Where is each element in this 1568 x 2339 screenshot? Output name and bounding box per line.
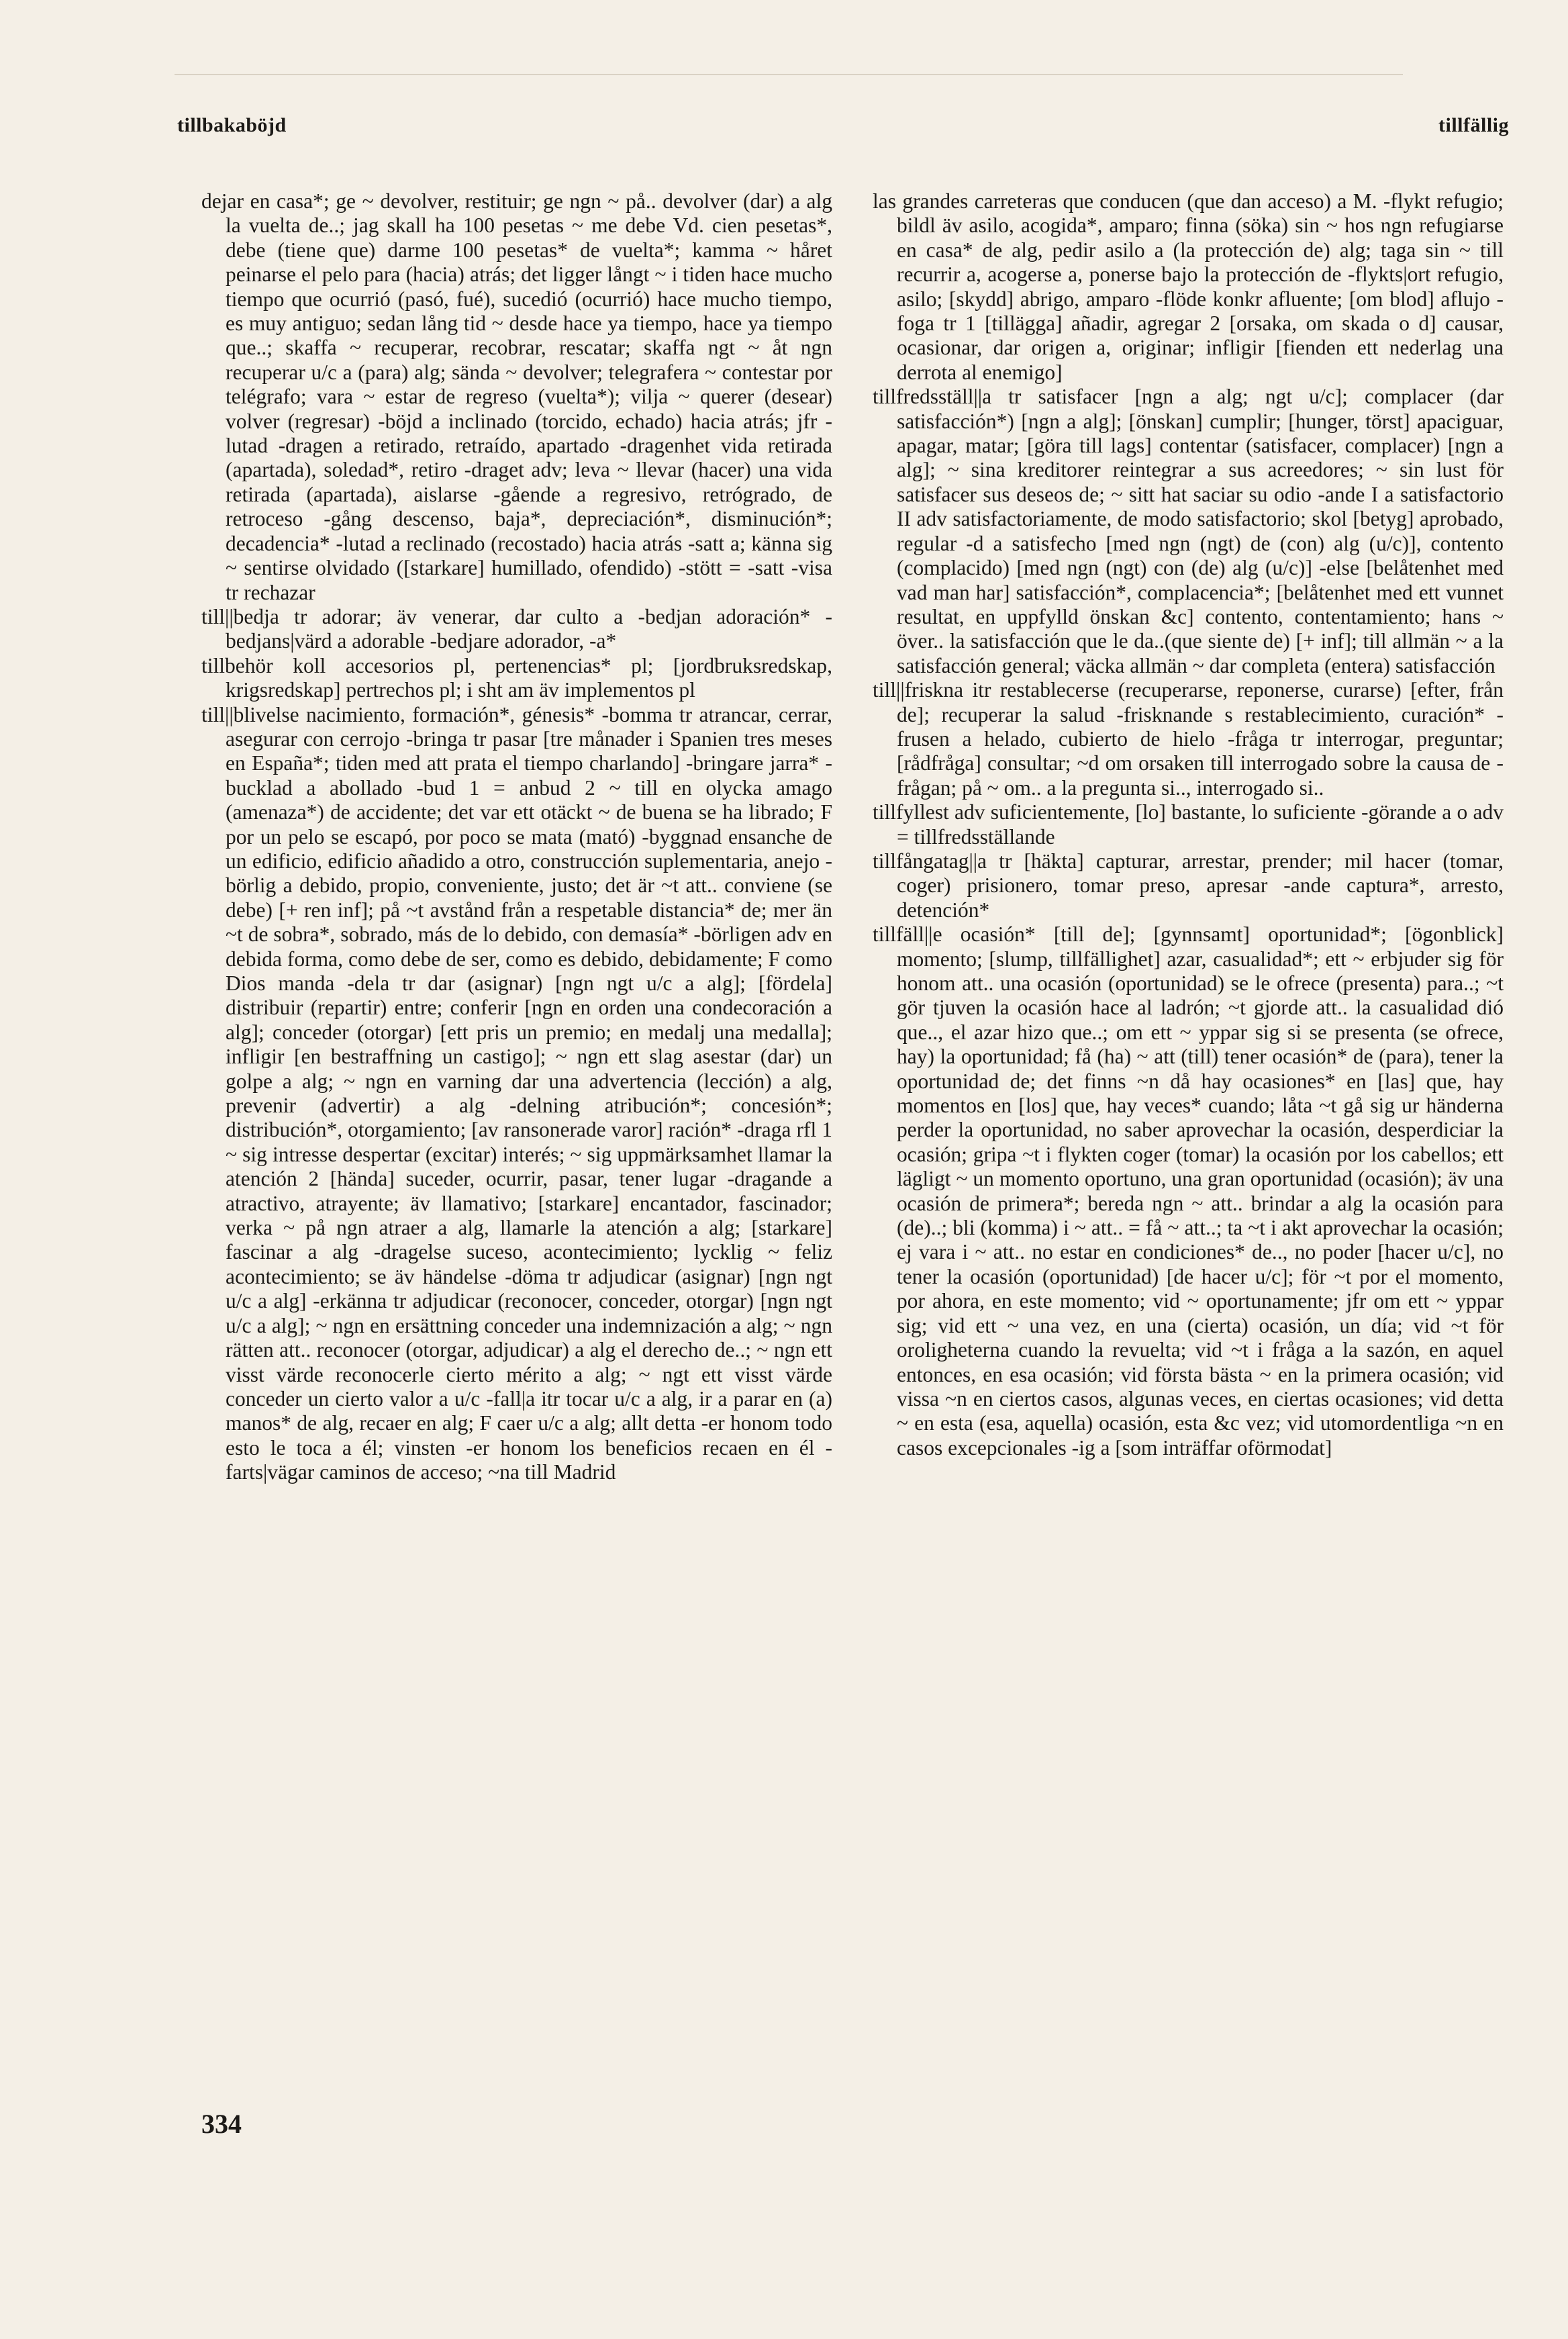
dictionary-entry: tillfångatag||a tr [häkta] capturar, arrestar, prender; mil hacer (tomar, coger) prisionero, tomar preso, apresar -ande captura*, arresto, detención* [873,849,1504,922]
dictionary-entry: till||friskna itr restablecerse (recuperarse, reponerse, curarse) [efter, från de]; recuperar la salud -frisknande s restablecimiento, curación* -frusen a helado, cubierto de hielo -fråga tr interrogar, preguntar; [rådfråga] consultar; ~d om orsaken till interrogado sobre la causa de -frågan; på ~ om.. a la pregunta si.., interrogado si.. [873,678,1504,800]
top-page-edge [175,74,1403,86]
dictionary-entry: dejar en casa*; ge ~ devolver, restituir; ge ngn ~ på.. devolver (dar) a alg la vuelta de..; jag skall ha 100 pesetas ~ me debe Vd. cien pesetas*, debe (tiene que) darme 100 pesetas* de vuelta*; kamma ~ håret peinarse el pelo para (hacia) atrás; det ligger långt ~ i tiden hace mucho tiempo que ocurrió (pasó, fué), sucedió (ocurrió) hace mucho tiempo, es muy antiguo; sedan lång tid ~ desde hace ya tiempo, hace ya tiempo que..; skaffa ~ recuperar, recobrar, rescatar; skaffa ngt ~ åt ngn recuperar u/c a (para) alg; sända ~ devolver; telegrafera ~ contestar por telégrafo; vara ~ estar de regreso (vuelta*); vilja ~ querer (desear) volver (regresar) -böjd a inclinado (torcido, echado) hacia atrás; jfr -lutad -dragen a retirado, retraído, apartado -dragenhet vida retirada (apartada), soledad*, retiro -draget adv; leva ~ llevar (hacer) una vida retirada (apartada), aislarse -gående a regresivo, retrógrado, de retroceso -gång descenso, baja*, depreciación*, disminución*; decadencia* -lutad a reclinado (recostado) hacia atrás -satt a; känna sig ~ sentirse olvidado ([starkare] humillado, ofendido) -stött = -satt -visa tr rechazar [201,189,832,604]
dictionary-entry: till||blivelse nacimiento, formación*, génesis* -bomma tr atrancar, cerrar, asegurar con cerrojo -bringa tr pasar [tre månader i Spanien tres meses en España*; tiden med att prata el tiempo charlando] -bringare jarra* -bucklad a abollado -bud 1 = anbud 2 ~ till en olycka amago (amenaza*) de accidente; det var ett otäckt ~ de buena se ha librado; F por un pelo se escapó, por poco se mata (mató) -byggnad ensanche de un edificio, edificio añadido a otro, construcción suplementaria, anejo -börlig a debido, propio, conveniente, justo; det är ~t att.. conviene (se debe) [+ ren inf]; på ~t avstånd från a respetable distancia* de; mer än ~t de sobra*, sobrado, más de lo debido, con demasía* -börligen adv en debida forma, como debe de ser, como es debido, debidamente; F como Dios manda -dela tr dar (asignar) [ngn ngt u/c a alg]; [fördela] distribuir (repartir) entre; conferir [ngn en orden una condecoración a alg]; conceder (otorgar) [ett pris un premio; en medalj una medalla]; infligir [en bestraffning un castigo]; ~ ngn ett slag asestar (dar) un golpe a alg; ~ ngn en varning dar una advertencia (lección) a alg, prevenir (advertir) a alg -delning atribución*; concesión*; distribución*, otorgamiento; [av ransonerade varor] ración* -draga rfl 1 ~ sig intresse despertar (excitar) interés; ~ sig uppmärksamhet llamar la atención 2 [hända] suceder, ocurrir, pasar, tener lugar -dragande a atractivo, atrayente; äv llamativo; [starkare] encantador, fascinador; verka ~ på ngn atraer a alg, llamarle la atención a alg; [starkare] fascinar a alg -dragelse suceso, acontecimiento; lycklig ~ feliz acontecimiento; se äv händelse -döma tr adjudicar (asignar) [ngn ngt u/c a alg] -erkänna tr adjudicar (reconocer, conceder, otorgar) [ngn ngt u/c a alg]; ~ ngn en ersättning conceder una indemnización a alg; ~ ngn rätten att.. reconocer (otorgar, adjudicar) a alg el derecho de..; ~ ngn ett visst värde reconocerle cierto mérito a alg; ~ ngt ett visst värde conceder un cierto valor a u/c -fall|a itr tocar u/c a alg, ir a parar en (a) manos* de alg, recaer en alg; F caer u/c a alg; allt detta -er honom todo esto le toca a él; vinsten -er honom los beneficios recaen en él -farts|vägar caminos de acceso; ~na till Madrid [201,702,832,1484]
dictionary-entry: tillfyllest adv suficientemente, [lo] bastante, lo suficiente -görande a o adv = tillfredsställande [873,800,1504,849]
dictionary-entry: tillfredsställ||a tr satisfacer [ngn a alg; ngt u/c]; complacer (dar satisfacción*) [ngn a alg]; [önskan] cumplir; [hunger, törst] apaciguar, apagar, matar; [göra till lags] contentar (satisfacer, complacer) [ngn a alg]; ~ sina kreditorer reintegrar a sus acreedores; ~ sin lust för satisfacer sus deseos de; ~ sitt hat saciar su odio -ande I a satisfactorio II adv satisfactoriamente, de modo satisfactorio; skol [betyg] aprobado, regular -d a satisfecho [med ngn (ngt) de (con) alg (u/c)], contento (complacido) [med ngn (ngt) con (de) alg (u/c)] -else [belåtenhet med vad man har] satisfacción*, complacencia*; [belåtenhet med ett vunnet resultat, en uppfylld önskan &c] contento, contentamiento; hans ~ över.. la satisfacción que le da..(que siente de) [+ inf]; till allmän ~ a la satisfacción general; väcka allmän ~ dar completa (entera) satisfacción [873,385,1504,677]
left-column [201,189,832,1485]
header-right-guideword: tillfällig [1438,114,1509,136]
right-column [873,189,1504,1460]
dictionary-entry: las grandes carreteras que conducen (que dan acceso) a M. -flykt refugio; bildl äv asilo, acogida*, amparo; finna (söka) sin ~ hos ngn refugiarse en casa* de alg, pedir asilo a (la protección de) alg; taga sin ~ till recurrir a, acogerse a, ponerse bajo la protección de -flykts|ort refugio, asilo; [skydd] abrigo, amparo -flöde konkr afluente; [om blod] aflujo -foga tr 1 [tillägga] añadir, agregar 2 [orsaka, om skada o d] causar, ocasionar, dar origen a, originar; infligir [fienden ett nederlag una derrota al enemigo] [873,189,1504,384]
header-left-guideword: tillbakaböjd [177,114,287,136]
page-number: 334 [201,2109,242,2139]
dictionary-entry: till||bedja tr adorar; äv venerar, dar culto a -bedjan adoración* -bedjans|värd a adorable -bedjare adorador, -a* [201,604,832,653]
dictionary-entry: tillbehör koll accesorios pl, pertenencias* pl; [jordbruksredskap, krigsredskap] pertrechos pl; i sht am äv implementos pl [201,653,832,702]
dictionary-entry: tillfäll||e ocasión* [till de]; [gynnsamt] oportunidad*; [ögonblick] momento; [slump, tillfällighet] azar, casualidad*; ett ~ erbjuder sig för honom att.. una ocasión (oportunidad) se le ofrece (presenta) para..; ~t gör tjuven la ocasión hace al ladrón; ~t gjorde att.. la casualidad dió que.., el azar hizo que..; om ett ~ yppar sig si se presenta (se ofrece, hay) la oportunidad; få (ha) ~ att (till) tener ocasión* de (para), tener la oportunidad de; det finns ~n då hay ocasiones* en [las] que, hay momentos en [los] que, hay veces* cuando; låta ~t gå sig ur händerna perder la oportunidad, no saber aprovechar la ocasión, desperdiciar la ocasión; gripa ~t i flykten coger (tomar) la ocasión por los cabellos; ett lägligt ~ un momento oportuno, una gran oportunidad (ocasión); äv una ocasión de primera*; bereda ngn ~ att.. brindar a alg la ocasión para (de)..; bli (komma) i ~ att.. = få ~ att..; ta ~t i akt aprovechar la ocasión; ej vara i ~ att.. no estar en condiciones* de.., no poder [hacer u/c], no tener la ocasión (oportunidad) [de hacer u/c]; för ~t por el momento, por ahora, en este momento; vid ~ oportunamente; jfr om ett ~ yppar sig; vid ett ~ una vez, en una (cierta) ocasión, un día; vid ~t för oroligheterna cuando la revuelta; vid ~t i fråga a la sazón, en aquel entonces, en esa ocasión; vid första bästa ~ en la primera ocasión; vid vissa ~n en ciertos casos, algunas veces, en ciertas ocasiones; vid detta ~ en esta (esa, aquella) ocasión, esta &c vez; vid utomordentliga ~n en casos excepcionales -ig a [som inträffar oförmodat] [873,922,1504,1460]
